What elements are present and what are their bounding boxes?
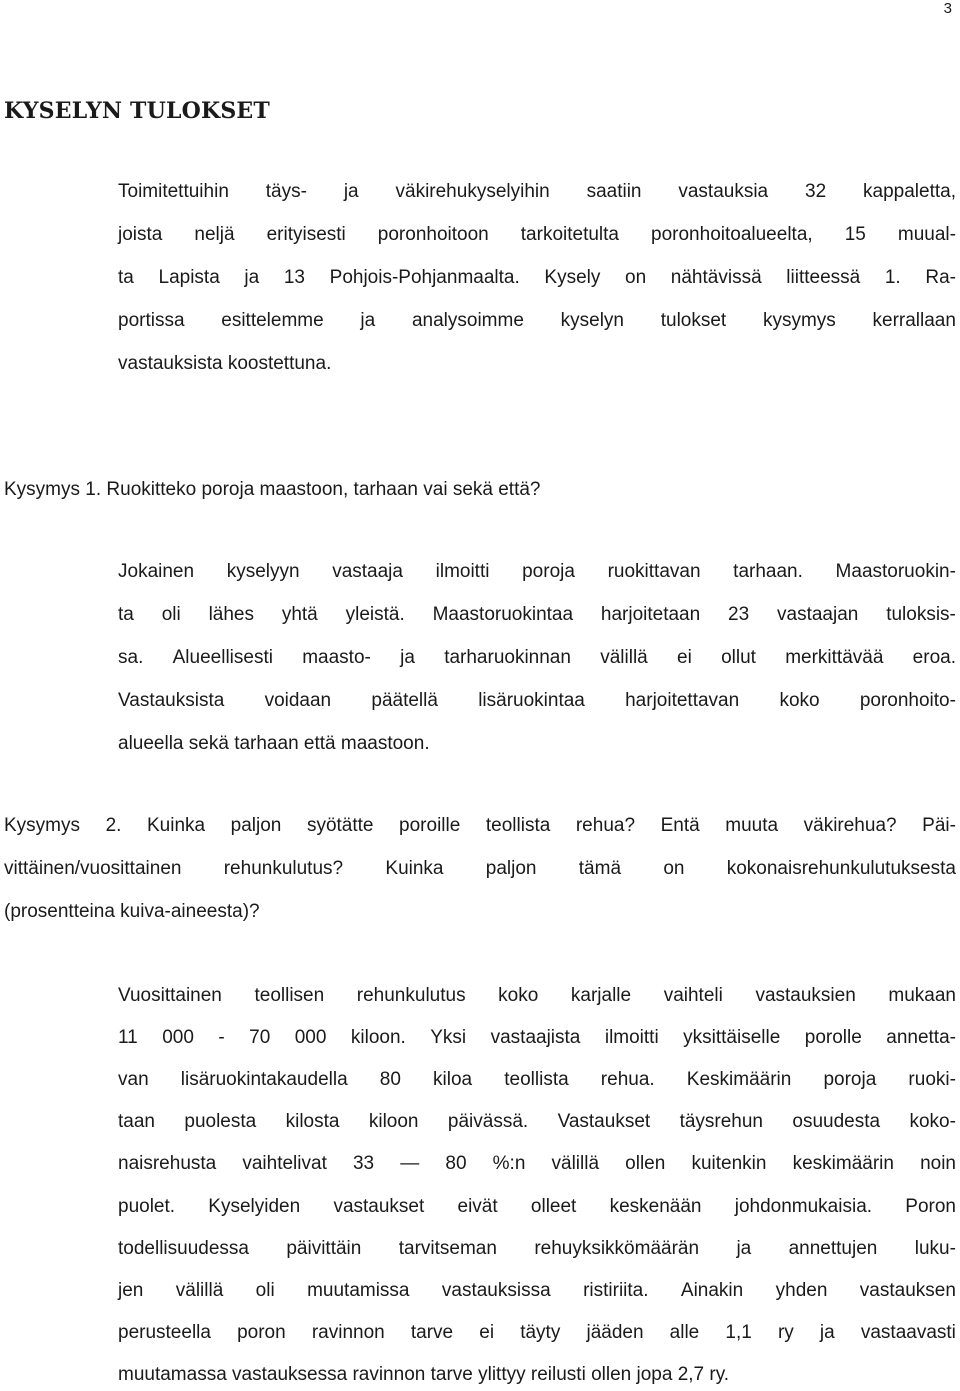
text-line: Kysymys 1. Ruokitteko poroja maastoon, tarhaan vai sekä että?	[4, 479, 541, 500]
text-line: taan puolesta kilosta kiloon päivässä. Vastaukset täysrehun osuudesta koko-	[118, 1111, 956, 1133]
text-line: (prosentteina kuiva-aineesta)?	[4, 901, 260, 922]
text-line: alueella sekä tarhaan että maastoon.	[118, 733, 430, 754]
text-line: Kysymys 2. Kuinka paljon syötätte poroille teollista rehua? Entä muuta väkirehua? Päi-	[4, 815, 956, 836]
text-line: todellisuudessa päivittäin tarvitseman rehuyksikkömäärän ja annettujen luku-	[118, 1237, 956, 1259]
text-line: portissa esittelemme ja analysoimme kyselyn tulokset kysymys kerrallaan	[118, 310, 956, 331]
text-line: ta oli lähes yhtä yleistä. Maastoruokintaa harjoitetaan 23 vastaajan tuloksis-	[118, 604, 956, 625]
text-line: vittäinen/vuosittainen rehunkulutus? Kuinka paljon tämä on kokonaisrehunkulutuksesta	[4, 858, 956, 879]
text-line: puolet. Kyselyiden vastaukset eivät olleet keskenään johdonmukaisia. Poron	[118, 1195, 956, 1217]
text-line: naisrehusta vaihtelivat 33 — 80 %:n välillä ollen kuitenkin keskimäärin noin	[118, 1153, 956, 1175]
text-line: Jokainen kyselyyn vastaaja ilmoitti poroja ruokittavan tarhaan. Maastoruokin-	[118, 561, 956, 582]
text-line: Toimitettuihin täys- ja väkirehukyselyihin saatiin vastauksia 32 kappaletta,	[118, 181, 956, 202]
text-line: ta Lapista ja 13 Pohjois-Pohjanmaalta. Kysely on nähtävissä liitteessä 1. Ra-	[118, 267, 956, 288]
page-number: 3	[943, 0, 952, 17]
text-line: vastauksista koostettuna.	[118, 353, 332, 374]
section-heading: KYSELYN TULOKSET	[4, 98, 270, 124]
text-line: 11 000 - 70 000 kiloon. Yksi vastaajista ilmoitti yksittäiselle porolle annetta-	[118, 1027, 956, 1049]
text-line: Vuosittainen teollisen rehunkulutus koko karjalle vaihteli vastauksien mukaan	[118, 985, 956, 1006]
text-line: Vastauksista voidaan päätellä lisäruokintaa harjoitettavan koko poronhoito-	[118, 690, 956, 711]
text-line: perusteella poron ravinnon tarve ei täyty jääden alle 1,1 ry ja vastaavasti	[118, 1321, 956, 1343]
text-line: van lisäruokintakaudella 80 kiloa teollista rehua. Keskimäärin poroja ruoki-	[118, 1069, 956, 1091]
text-line: sa. Alueellisesti maasto- ja tarharuokinnan välillä ei ollut merkittävää eroa.	[118, 647, 956, 668]
text-line: joista neljä erityisesti poronhoitoon tarkoitetulta poronhoitoalueelta, 15 muual-	[118, 224, 956, 245]
text-line: muutamassa vastauksessa ravinnon tarve ylittyy reilusti ollen jopa 2,7 ry.	[118, 1363, 730, 1385]
text-line: jen välillä oli muutamissa vastauksissa ristiriita. Ainakin yhden vastauksen	[118, 1279, 956, 1301]
